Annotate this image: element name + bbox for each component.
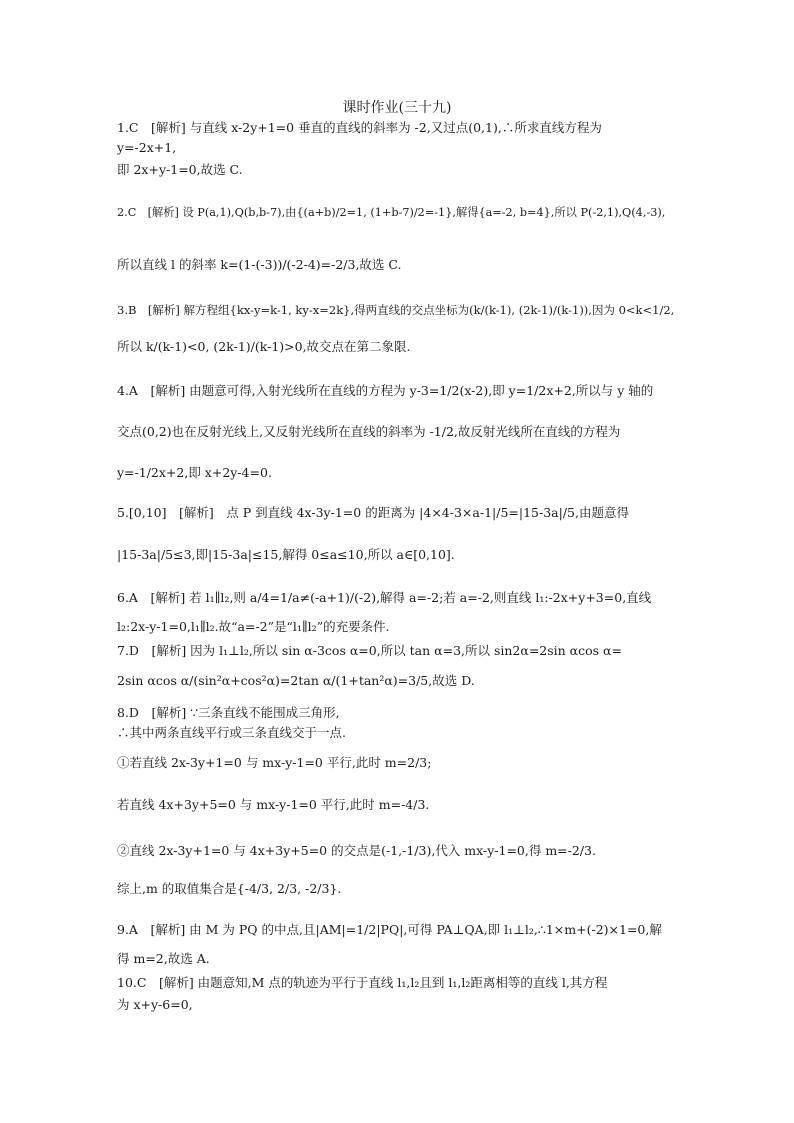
answer-8-line-6: 综上,m 的取值集合是{-4/3, 2/3, -2/3}. (117, 881, 342, 896)
answer-5-line-1: 5.[0,10] [解析] 点 P 到直线 4x-3y-1=0 的距离为 |4×4-3×a-1|/5=|15-3a|/5,由题意得 (117, 505, 629, 520)
answer-4-line-2: 交点(0,2)也在反射光线上,又反射光线所在直线的斜率为 -1/2,故反射光线所在直线的方程为 (117, 424, 621, 439)
answer-1-line-2: y=-2x+1, (117, 140, 177, 155)
answer-8-line-5: ②直线 2x-3y+1=0 与 4x+3y+5=0 的交点是(-1,-1/3),代入 mx-y-1=0,得 m=-2/3. (117, 843, 596, 858)
answer-7-line-1: 7.D [解析] 因为 l₁⊥l₂,所以 sin α-3cos α=0,所以 tan α=3,所以 sin2α=2sin αcos α= (117, 643, 622, 658)
answer-3-line-2: 所以 k/(k-1)<0, (2k-1)/(k-1)>0,故交点在第二象限. (117, 339, 411, 354)
answer-9-line-1: 9.A [解析] 由 M 为 PQ 的中点,且|AM|=1/2|PQ|,可得 PA⊥QA,即 l₁⊥l₂,∴1×m+(-2)×1=0,解 (117, 922, 662, 937)
answer-10-line-2: 为 x+y-6=0, (117, 997, 193, 1012)
answer-3-line-1: 3.B [解析] 解方程组{kx-y=k-1, ky-x=2k},得两直线的交点坐标为(k/(k-1), (2k-1)/(k-1)),因为 0<k<1/2, (117, 303, 675, 317)
answer-2-line-2: 所以直线 l 的斜率 k=(1-(-3))/(-2-4)=-2/3,故选 C. (117, 257, 402, 272)
answer-2-line-1: 2.C [解析] 设 P(a,1),Q(b,b-7),由{(a+b)/2=1, (1+b-7)/2=-1},解得{a=-2, b=4},所以 P(-2,1),Q(4,-3), (117, 206, 666, 219)
answer-8-line-2: ∴其中两条直线平行或三条直线交于一点. (117, 725, 346, 740)
answer-8-line-4: 若直线 4x+3y+5=0 与 mx-y-1=0 平行,此时 m=-4/3. (117, 797, 430, 812)
answer-8-line-3: ①若直线 2x-3y+1=0 与 mx-y-1=0 平行,此时 m=2/3; (117, 755, 432, 770)
answer-7-line-2: 2sin αcos α/(sin²α+cos²α)=2tan α/(1+tan²α)=3/5,故选 D. (117, 673, 475, 688)
answer-5-line-2: |15-3a|/5≤3,即|15-3a|≤15,解得 0≤a≤10,所以 a∈[0,10]. (117, 547, 455, 562)
answer-4-line-1: 4.A [解析] 由题意可得,入射光线所在直线的方程为 y-3=1/2(x-2),即 y=1/2x+2,所以与 y 轴的 (117, 383, 654, 398)
answer-10-line-1: 10.C [解析] 由题意知,M 点的轨迹为平行于直线 l₁,l₂且到 l₁,l₂距离相等的直线 l,其方程 (117, 975, 608, 990)
answer-9-line-2: 得 m=2,故选 A. (117, 951, 210, 966)
answer-4-line-3: y=-1/2x+2,即 x+2y-4=0. (117, 465, 272, 480)
answer-6-line-1: 6.A [解析] 若 l₁∥l₂,则 a/4=1/a≠(-a+1)/(-2),解得 a=-2;若 a=-2,则直线 l₁:-2x+y+3=0,直线 (117, 590, 652, 605)
answer-1-line-3: 即 2x+y-1=0,故选 C. (117, 162, 243, 177)
answer-1-line-1: 1.C [解析] 与直线 x-2y+1=0 垂直的直线的斜率为 -2,又过点(0,1),∴所求直线方程为 (117, 120, 602, 135)
answer-8-line-1: 8.D [解析] ∵三条直线不能围成三角形, (117, 705, 340, 720)
page-title: 课时作业(三十九) (342, 100, 452, 116)
answer-6-line-2: l₂:2x-y-1=0,l₁∥l₂.故“a=-2”是“l₁∥l₂”的充要条件. (117, 619, 390, 634)
